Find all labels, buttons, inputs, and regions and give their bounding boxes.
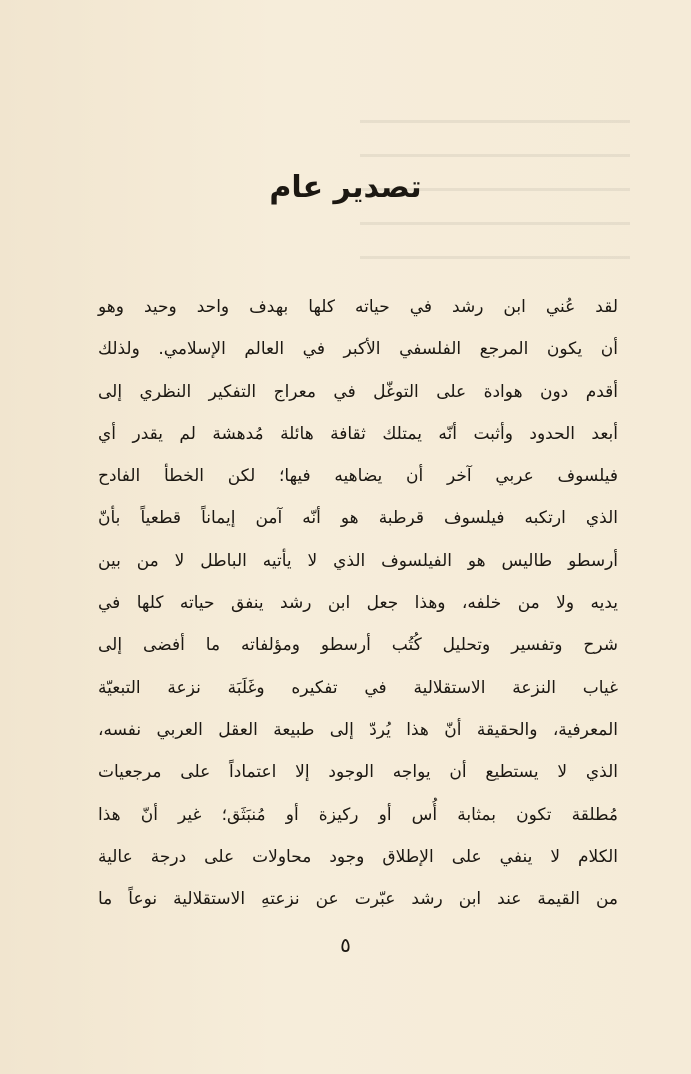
page-title: تصدير عام: [269, 170, 422, 205]
text-line: الذي لا يستطيع أن يواجه الوجود إلا اعتماداً على مرجعيات: [98, 762, 618, 783]
text-line: الكلام لا ينفي على الإطلاق وجود محاولات على درجة عالية: [98, 846, 618, 867]
text-line: لقد عُني ابن رشد في حياته كلها بهدف واحد وحيد وهو: [98, 297, 618, 317]
text-line: المعرفية، والحقيقة أنّ هذا يُردّ إلى طبيعة العقل العربي نفسه،: [98, 719, 618, 740]
text-line: مُطلقة تكون بمثابة أُس أو ركيزة أو مُنبَثَق؛ غير أنّ هذا: [98, 804, 618, 825]
page-number: ٥: [340, 933, 351, 957]
text-line: أقدم دون هوادة على التوغّل في معراج التفكير النظري إلى: [98, 381, 618, 402]
text-line: شرح وتفسير وتحليل كُتُب أرسطو ومؤلفاته ما أفضى إلى: [98, 635, 618, 656]
text-line: يديه ولا من خلفه، وهذا جعل ابن رشد ينفق حياته كلها في: [98, 593, 618, 614]
text-line: أرسطو طاليس هو الفيلسوف الذي لا يأتيه الباطل لا من بين: [98, 550, 618, 571]
text-line: أن يكون المرجع الفلسفي الأكبر في العالم الإسلامي. ولذلك: [98, 339, 618, 360]
text-line: الذي ارتكبه فيلسوف قرطبة هو أنّه آمن إيماناً قطعياً بأنّ: [98, 508, 618, 529]
text-line: فيلسوف عربي آخر أن يضاهيه فيها؛ لكن الخطأ الفادح: [98, 466, 618, 487]
text-line: غياب النزعة الاستقلالية في تفكيره وغَلَبَة نزعة التبعيّة: [98, 677, 618, 698]
text-line: من القيمة عند ابن رشد عبّرت عن نزعتهِ الاستقلالية نوعاً ما: [98, 889, 618, 910]
body-paragraph: [98, 286, 618, 920]
text-line: أبعد الحدود وأثبت أنّه يمتلك ثقافة هائلة مُدهشة لم يقدر أي: [98, 423, 618, 444]
